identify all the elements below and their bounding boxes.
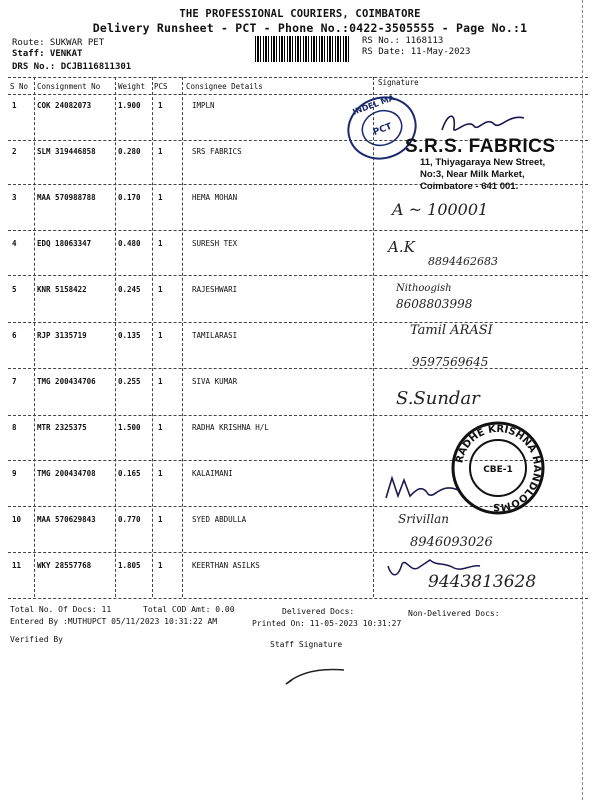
rs-number: RS No.: 1168113 (362, 36, 444, 46)
signature-scribble (382, 470, 462, 504)
rs-date: RS Date: 11-May-2023 (362, 47, 471, 57)
row-divider (8, 275, 588, 276)
table-bottom-line (8, 598, 588, 599)
printed-on: Printed On: 11-05-2023 10:31:27 (252, 619, 402, 628)
barcode (255, 36, 351, 62)
srs-stamp-name: S.R.S. FABRICS (405, 136, 556, 157)
table-header-line (8, 94, 588, 95)
radhe-stamp-ring: RADHE KRISHNA HANDLOOMS (454, 423, 543, 513)
total-cod: Total COD Amt: 0.00 (143, 605, 235, 614)
runsheet-page: THE PROFESSIONAL COURIERS, COIMBATORE Delivery Runsheet - PCT - Phone No.:0422-3505555 - Page No.:1 Route: SUKWAR PET Staff: VENKAT DRS No.: DCJB116811301 RS No.: 1168113 RS Date: 11-May-2023 S No Consignment No Weight PCS Consignee Details Signature 1 COK 24082073 1.900 1 IMPLN 2 SLM 319446858 0.280 1 SRS FABRICS 3 MAA 570988788 0.170 1 HEMA MOHAN 4 EDQ 18063347 0.480 1 SURESH TEX 5 KNR 5158422 0.245 1 RAJESHWARI 6 RJP 3135719 0.135 1 TAMILARASI 7 TMG 200434706 0.255 1 SIVA KUMAR 8 MTR 2325375 1.500 1 RADHA KRISHNA H/L 9 TMG 200434708 0.165 1 KALAIMANI 10 MAA 570629843 0.770 1 SYED ABDULLA 11 WKY 28557768 1.805 1 KEERTHAN ASILKS INDEL MA PCT S.R.S. FABRICS 11, Thiyagaraya New Street, No:3, Near Milk Market, Coimbatore - 641 001. A ~ 100001 A.K 8894462683 Nithoogish 8608803998 Tamil ARASI 9597569645 S.Sundar RADHE KRISHNA HANDLOOMS CBE-1 Srivillan 8946093026 9443813628 Total No. Of Docs: 11 Total COD Amt: 0.00 Delivered Docs: Non-Delivered Docs: Entered By :MUTHUPCT 05/11/2023 10:31:22 AM Printed On: 11-05-2023 10:31:27 Verified By Staff Signature (0, 0, 600, 800)
handwritten-signature: Srivillan (398, 512, 449, 526)
srs-stamp-address-2: No:3, Near Milk Market, (420, 169, 525, 180)
inbel-stamp-top: INDEL MA (351, 93, 396, 117)
company-title: THE PROFESSIONAL COURIERS, COIMBATORE (179, 8, 421, 20)
row-divider (8, 552, 588, 553)
col-divider (152, 77, 153, 597)
inbel-stamp-mid: PCT (371, 121, 394, 138)
staff-signature-label: Staff Signature (270, 640, 343, 649)
col-header-signature: Signature (378, 78, 419, 87)
page-edge-line (582, 0, 583, 800)
route-label: Route: SUKWAR PET (12, 38, 105, 48)
drs-number: DRS No.: DCJB116811301 (12, 62, 132, 72)
staff-signature-scribble (280, 664, 350, 688)
verified-by: Verified By (10, 635, 63, 644)
handwritten-signature: S.Sundar (396, 388, 480, 409)
col-header-sno: S No (10, 82, 29, 91)
handwritten-signature: A.K (388, 238, 415, 256)
handwritten-signature: A ~ 100001 (392, 200, 489, 219)
col-header-weight: Weight (118, 82, 146, 91)
entered-by: Entered By :MUTHUPCT 05/11/2023 10:31:22 AM (10, 617, 218, 626)
row-divider (8, 230, 588, 231)
col-header-pcs: PCS (154, 82, 168, 91)
radhe-krishna-stamp (450, 420, 546, 516)
staff-label: Staff: VENKAT (12, 49, 83, 59)
col-header-consignment: Consignment No (37, 82, 101, 91)
col-divider (182, 77, 183, 597)
col-divider (34, 77, 35, 597)
non-delivered-docs: Non-Delivered Docs: (408, 609, 500, 618)
runsheet-title: Delivery Runsheet - PCT - Phone No.:0422-3505555 - Page No.:1 (92, 21, 528, 35)
row-divider (8, 415, 588, 416)
handwritten-phone: 9597569645 (412, 355, 489, 369)
col-header-consignee: Consignee Details (186, 82, 263, 91)
handwritten-phone: 9443813628 (428, 572, 537, 592)
total-docs: Total No. Of Docs: 11 (10, 605, 112, 614)
handwritten-signature: Nithoogish (396, 283, 452, 294)
handwritten-phone: 8894462683 (428, 255, 498, 268)
col-divider (115, 77, 116, 597)
srs-stamp-address-3: Coimbatore - 641 001. (420, 181, 519, 192)
radhe-stamp-center: CBE-1 (483, 465, 513, 475)
signature-scribble (438, 108, 528, 138)
row-divider (8, 322, 588, 323)
handwritten-phone: 8608803998 (396, 297, 473, 311)
handwritten-signature: Tamil ARASI (410, 323, 493, 338)
delivered-docs: Delivered Docs: (282, 607, 355, 616)
table-top-line (8, 77, 588, 78)
row-divider (8, 368, 588, 369)
handwritten-phone: 8946093026 (410, 535, 493, 550)
srs-stamp-address-1: 11, Thiyagaraya New Street, (420, 157, 546, 168)
